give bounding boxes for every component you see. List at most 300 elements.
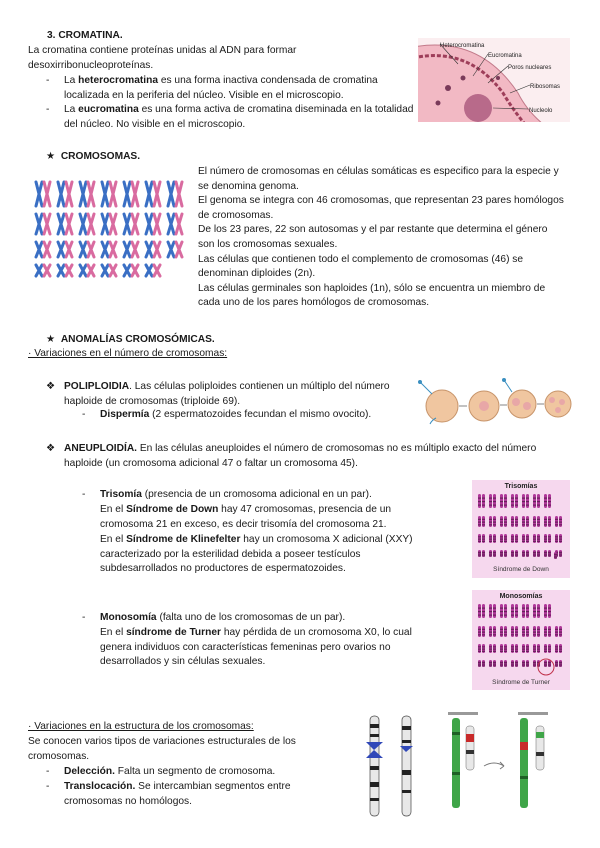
chromosome-shape: [154, 214, 160, 234]
chromosome-band: [493, 541, 496, 542]
chromosome-band: [559, 539, 562, 540]
chromosome-band: [559, 541, 562, 542]
chromosome-band: [500, 539, 503, 540]
text-fragment: La: [64, 75, 79, 86]
chromosome-band: [548, 555, 551, 556]
chromosome-band: [493, 651, 496, 652]
chromosome-band: [493, 519, 496, 520]
chromosome-band: [511, 524, 514, 525]
chromosome-band: [559, 662, 562, 663]
chromosome-band: [482, 665, 485, 666]
chromosome-band: [544, 608, 547, 609]
chromosome-shape: [124, 265, 130, 276]
chromosome-band: [533, 552, 536, 553]
chromosome-band: [559, 552, 562, 553]
chromosome-band: [493, 634, 496, 635]
chromosome-shape: [36, 265, 42, 276]
chromosome-band: [493, 665, 496, 666]
chromosome-band: [478, 634, 481, 635]
chromosome-band: [522, 611, 525, 612]
star-icon: ★: [46, 151, 56, 162]
chromosome-band: [555, 632, 558, 633]
heading-text: ANOMALÍAS CROMOSÓMICAS.: [60, 334, 215, 345]
chromosome-band: [504, 552, 507, 553]
chromosome-band: [504, 541, 507, 542]
star-icon: ★: [46, 334, 56, 345]
chromosome-band: [500, 665, 503, 666]
chromosome-band: [500, 536, 503, 537]
chromosome-band: [537, 649, 540, 650]
chromosome-band: [511, 498, 514, 499]
chromosome-band: [522, 608, 525, 609]
chromosome-band: [504, 608, 507, 609]
chromosome-band: [537, 629, 540, 630]
chromosome-band: [548, 536, 551, 537]
chromosome-band: [500, 664, 503, 665]
chromosome-band: [522, 524, 525, 525]
chromosome-band: [511, 536, 514, 537]
chromosome-band: [548, 664, 551, 665]
chromosome-shape: [124, 214, 130, 234]
chromosome-band: [482, 536, 485, 537]
chromosome-band: [537, 608, 540, 609]
chromosome-band: [482, 649, 485, 650]
chromosome-band: [511, 651, 514, 652]
chromosome-shape: [66, 214, 72, 234]
subheading-variaciones-estructura: · Variaciones en la estructura de los cromosomas:: [28, 721, 254, 732]
dash-bullet: -: [82, 409, 86, 420]
text-fragment: La: [64, 104, 79, 115]
chromosome-band: [544, 555, 547, 556]
chromosome-band: [537, 539, 540, 540]
chromosome-band: [504, 611, 507, 612]
chromosome-band: [548, 662, 551, 663]
chromosome-band: [504, 536, 507, 537]
chromosome-band: [478, 552, 481, 553]
chromosome-band: [548, 524, 551, 525]
chromosome-band: [555, 629, 558, 630]
chromosome-band: [548, 634, 551, 635]
cromosomas-p4: Las células que contienen todo el complemento de cromosomas (46) se denominan diploides (2n).: [198, 253, 524, 280]
deletion-chromosome-pair: [366, 716, 413, 816]
chromosome-band: [522, 615, 525, 616]
chromosome-band: [544, 611, 547, 612]
chromosome-shape: [110, 182, 116, 206]
chromosome-band: [482, 634, 485, 635]
monosomias-title: Monosomías: [499, 593, 543, 600]
chromosome-band: [504, 498, 507, 499]
chromosome-band: [493, 555, 496, 556]
chromosome-band: [504, 554, 507, 555]
chromosome-band: [522, 632, 525, 633]
chromosome-band: [478, 539, 481, 540]
chromosome-shape: [44, 182, 50, 206]
chromosome-band: [533, 555, 536, 556]
chromosome-shape: [44, 214, 50, 234]
cromatina-intro: La cromatina contiene proteínas unidas al ADN para formar desoxirribonucleoproteínas.: [28, 45, 297, 71]
chromosome-band: [533, 536, 536, 537]
chromosome-shape: [168, 242, 174, 257]
chromosome-band: [482, 629, 485, 630]
chromosome-band: [526, 634, 529, 635]
chromosome-band: [548, 505, 551, 506]
chromosome-band: [489, 629, 492, 630]
chromosome-band: [489, 615, 492, 616]
chromosome-band: [526, 505, 529, 506]
chromosome-band: [511, 552, 514, 553]
chromosome-band: [515, 629, 518, 630]
chromosome-band: [493, 524, 496, 525]
chromosome-band: [526, 662, 529, 663]
chromosome-band: [515, 555, 518, 556]
chromosome-band: [537, 632, 540, 633]
chromosome-band: [548, 611, 551, 612]
poliploidia-item: [46, 380, 394, 409]
chromosome-band: [482, 552, 485, 553]
chromosome-band: [526, 539, 529, 540]
chromosome-band: [493, 554, 496, 555]
chromosome-band: [544, 662, 547, 663]
chromosome-band: [526, 646, 529, 647]
chromosome-band: [500, 519, 503, 520]
chromosome-band: [555, 662, 558, 663]
chromosome-band: [533, 632, 536, 633]
list-item-heterocromatina: [46, 74, 420, 103]
chromosome-band: [489, 519, 492, 520]
chromosome-band: [478, 498, 481, 499]
text-fragment: (presencia de un cromosoma adicional en un par).: [141, 489, 372, 500]
text-fragment: En las células aneuploides el número de cromosomas no es múltiplo exacto del número haploide (un cromosoma adicional 47 o faltar un cromosoma 45).: [64, 443, 537, 469]
chromosome-shape: [146, 214, 152, 234]
chromosome-band: [515, 665, 518, 666]
chromosome-band: [544, 665, 547, 666]
chromosome-band: [478, 519, 481, 520]
chromosome-band: [482, 646, 485, 647]
chromosome-band: [500, 649, 503, 650]
chromosome-band: [511, 505, 514, 506]
chromosome-band: [533, 522, 536, 523]
chromosome-band: [522, 519, 525, 520]
chromosome-band: [482, 554, 485, 555]
chromosome-band: [489, 539, 492, 540]
chromosome-band: [559, 632, 562, 633]
chromosome-band: [522, 629, 525, 630]
chromosome-band: [522, 634, 525, 635]
chromosome-shape: [154, 182, 160, 206]
dash-bullet: -: [46, 75, 50, 86]
chromosome-band: [533, 505, 536, 506]
chromosome-band: [489, 649, 492, 650]
translocation-chromosome-set: [448, 712, 548, 808]
chromosome-band: [500, 501, 503, 502]
chromosome-shape: [66, 265, 72, 276]
trisomias-karyotype: [472, 480, 570, 578]
chromosome-shape: [80, 182, 86, 206]
chromosome-band: [555, 522, 558, 523]
chromosome-band: [548, 632, 551, 633]
chromosome-band: [515, 615, 518, 616]
chromosome-shape: [44, 242, 50, 257]
chromosome-band: [533, 634, 536, 635]
heading-text: CROMOSOMAS.: [60, 151, 141, 162]
chromosome-band: [478, 651, 481, 652]
label-ribosomas: Ribosomas: [530, 84, 561, 90]
chromosome-band: [500, 555, 503, 556]
chromosome-band: [559, 634, 562, 635]
chromosome-band: [478, 522, 481, 523]
chromosome-shape: [88, 214, 94, 234]
chromosome-band: [559, 651, 562, 652]
chromosome-band: [522, 651, 525, 652]
chromosome-shape: [36, 214, 42, 234]
chromosome-band: [526, 536, 529, 537]
chromosome-shape: [88, 242, 94, 257]
chromosome-band: [482, 662, 485, 663]
chromosome-band: [482, 651, 485, 652]
chromosome-band: [554, 554, 557, 555]
chromosome-band: [533, 665, 536, 666]
chromosome-band: [522, 498, 525, 499]
chromosome-shape: [154, 242, 160, 257]
term-eucromatina: eucromatina: [78, 104, 139, 115]
chromosome-band: [504, 651, 507, 652]
chromosome-band: [489, 646, 492, 647]
chromosome-band: [526, 608, 529, 609]
chromosome-band: [482, 501, 485, 502]
chromosome-shape: [58, 265, 64, 276]
chromosome-band: [515, 632, 518, 633]
chromosome-band: [533, 664, 536, 665]
chromosome-band: [526, 615, 529, 616]
chromosome-shape: [36, 182, 42, 206]
chromosome-band: [482, 611, 485, 612]
chromosome-band: [548, 615, 551, 616]
chromosome-band: [526, 649, 529, 650]
chromosome-band: [504, 501, 507, 502]
cromosomas-text-block: [198, 165, 566, 311]
text-fragment: (2 espermatozoides fecundan el mismo ovocito).: [149, 409, 372, 420]
chromosome-band: [482, 539, 485, 540]
chromosome-band: [522, 662, 525, 663]
chromosome-shape: [102, 182, 108, 206]
chromosome-band: [522, 552, 525, 553]
chromosome-band: [489, 552, 492, 553]
chromosome-band: [544, 634, 547, 635]
chromosome-band: [500, 651, 503, 652]
chromosome-band: [544, 632, 547, 633]
chromosome-band: [526, 501, 529, 502]
chromosome-band: [537, 634, 540, 635]
label-poros: Poros nucleares: [508, 65, 552, 71]
trisomias-caption: Síndrome de Down: [493, 566, 549, 573]
cromosomas-p2: El genoma se integra con 46 cromosomas, que representan 23 pares homólogos de cromosomas.: [198, 195, 564, 221]
label-nucleolo: Nucleolo: [529, 108, 553, 114]
chromosome-band: [504, 519, 507, 520]
chromosome-band: [559, 649, 562, 650]
chromosome-shape: [176, 182, 182, 206]
chromosome-band: [493, 501, 496, 502]
dash-bullet: -: [82, 612, 86, 623]
chromosome-band: [489, 501, 492, 502]
chromosome-band: [533, 498, 536, 499]
chromosome-band: [500, 629, 503, 630]
chromosome-band: [478, 608, 481, 609]
chromosome-band: [555, 541, 558, 542]
chromosome-shape: [132, 214, 138, 234]
klinefelter-paragraph: [100, 533, 420, 577]
chromosome-band: [533, 629, 536, 630]
chromosome-band: [493, 664, 496, 665]
chromosome-band: [526, 555, 529, 556]
chromosome-shape: [146, 182, 152, 206]
chromosome-band: [526, 554, 529, 555]
chromosome-band: [533, 519, 536, 520]
chromosome-band: [504, 664, 507, 665]
chromosome-band: [548, 522, 551, 523]
chromosome-band: [493, 615, 496, 616]
chromosome-band: [500, 632, 503, 633]
chromosome-band: [559, 629, 562, 630]
chromosome-band: [526, 519, 529, 520]
chromosome-band: [548, 519, 551, 520]
chromosome-band: [511, 501, 514, 502]
chromosome-band: [522, 536, 525, 537]
chromosome-band: [478, 662, 481, 663]
karyotype-image: [30, 178, 190, 300]
chromosome-band: [537, 505, 540, 506]
chromosome-shape: [168, 214, 174, 234]
chromosome-band: [478, 629, 481, 630]
chromosome-band: [500, 615, 503, 616]
text-fragment: es una forma inactiva condensada de cromatina localizada en la periferia del núcleo. Visible en el microscopio.: [64, 75, 378, 101]
chromosome-band: [489, 611, 492, 612]
chromosome-band: [489, 498, 492, 499]
chromosome-band: [493, 662, 496, 663]
chromosome-shape: [102, 214, 108, 234]
chromosome-shape: [132, 242, 138, 257]
chromosome-band: [482, 664, 485, 665]
label-eucromatina: Eucromatina: [488, 53, 522, 59]
text-fragment: es una forma activa de cromatina diseminada en la totalidad del núcleo. No visible en el microscopio.: [64, 104, 414, 130]
text-fragment: hay pérdida de un cromosoma X0, lo cual genera individuos con características femeninas pero ovarios no desarrollados y sin células sexuales.: [100, 627, 412, 668]
chromosome-band: [544, 646, 547, 647]
chromosome-band: [478, 665, 481, 666]
chromosome-band: [526, 632, 529, 633]
monosomias-caption: Síndrome de Turner: [492, 679, 550, 686]
chromosome-band: [537, 501, 540, 502]
chromosome-band: [555, 665, 558, 666]
text-fragment: En el: [100, 534, 127, 545]
chromosome-band: [548, 539, 551, 540]
chromosome-band: [555, 646, 558, 647]
term-aneuploidia: ANEUPLOIDÍA.: [64, 443, 138, 454]
chromosome-band: [511, 649, 514, 650]
dash-bullet: -: [82, 489, 86, 500]
chromosome-band: [559, 524, 562, 525]
chromosome-band: [559, 555, 562, 556]
chromosome-band: [555, 651, 558, 652]
chromosome-band: [515, 554, 518, 555]
chromosome-band: [489, 505, 492, 506]
chromosome-band: [515, 634, 518, 635]
turner-paragraph: [100, 626, 430, 670]
chromosome-shape: [58, 242, 64, 257]
chromosome-band: [544, 519, 547, 520]
term-monosomia: Monosomía: [100, 612, 157, 623]
chromosome-band: [500, 524, 503, 525]
chromosome-band: [482, 615, 485, 616]
chromosome-band: [504, 539, 507, 540]
chromosome-band: [554, 556, 557, 557]
chromosome-band: [504, 662, 507, 663]
cromosomas-p3: De los 23 pares, 22 son autosomas y el par restante que determina el género son los cromosomas sexuales.: [198, 224, 548, 250]
chromosome-band: [478, 646, 481, 647]
chromosome-band: [515, 662, 518, 663]
chromosome-band: [478, 505, 481, 506]
term-poliploidia: POLIPLOIDIA: [64, 381, 130, 392]
chromosome-band: [515, 498, 518, 499]
diamond-bullet-icon: ❖: [46, 381, 56, 392]
chromosome-band: [515, 519, 518, 520]
term-translocacion: Translocación.: [64, 781, 136, 792]
chromosome-band: [493, 632, 496, 633]
chromosome-band: [548, 608, 551, 609]
chromosome-band: [500, 608, 503, 609]
chromosome-band: [533, 615, 536, 616]
chromosome-band: [544, 629, 547, 630]
chromosome-band: [526, 665, 529, 666]
chromosome-band: [504, 629, 507, 630]
chromosome-band: [554, 557, 557, 558]
chromosome-band: [515, 524, 518, 525]
chromosome-band: [500, 498, 503, 499]
chromosome-band: [515, 522, 518, 523]
chromosome-band: [544, 501, 547, 502]
chromosome-band: [500, 522, 503, 523]
chromosome-shape: [66, 242, 72, 257]
section-heading-cromatina: 3. CROMATINA.: [47, 30, 123, 41]
chromosome-band: [504, 555, 507, 556]
chromosome-shape: [66, 182, 72, 206]
chromosome-band: [493, 646, 496, 647]
chromosome-shape: [36, 242, 42, 257]
chromosome-band: [511, 634, 514, 635]
chromosome-band: [515, 646, 518, 647]
chromosome-band: [548, 554, 551, 555]
chromosome-band: [489, 522, 492, 523]
trisomia-item: [82, 488, 420, 503]
chromosome-band: [559, 522, 562, 523]
chromosome-band: [559, 536, 562, 537]
chromosome-band: [522, 665, 525, 666]
chromosome-band: [511, 554, 514, 555]
chromosome-band: [537, 498, 540, 499]
chromosome-band: [544, 505, 547, 506]
monosomia-item: [82, 611, 420, 626]
chromosome-band: [559, 519, 562, 520]
chromosome-band: [548, 646, 551, 647]
chromosome-band: [544, 664, 547, 665]
chromosome-band: [504, 634, 507, 635]
chromosome-band: [489, 634, 492, 635]
chromosome-band: [526, 629, 529, 630]
chromosome-band: [511, 646, 514, 647]
chromosome-band: [533, 611, 536, 612]
chromosome-band: [526, 498, 529, 499]
chromosome-band: [537, 611, 540, 612]
chromosome-band: [522, 664, 525, 665]
chromosome-band: [544, 651, 547, 652]
